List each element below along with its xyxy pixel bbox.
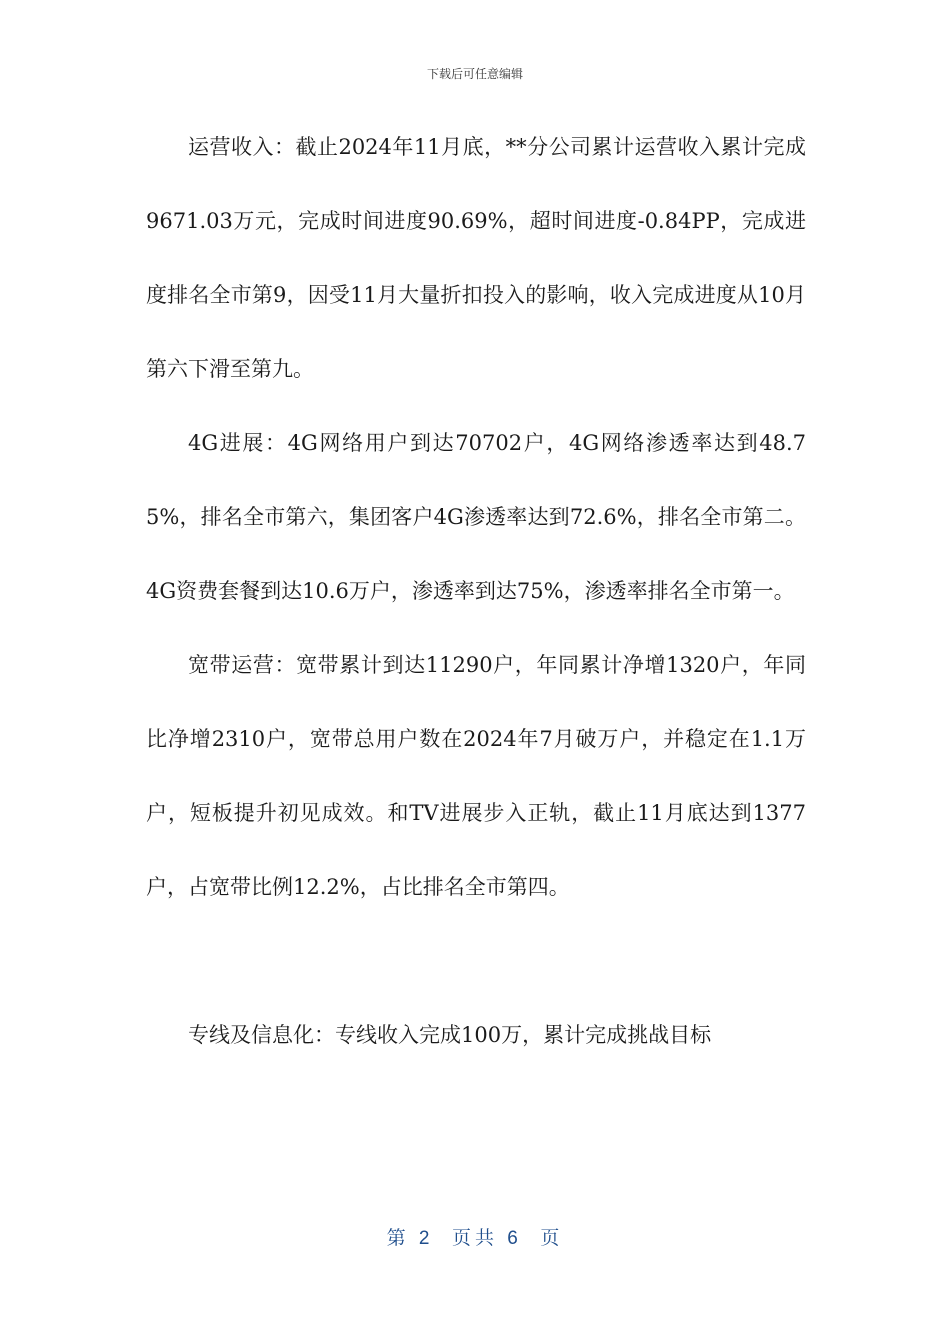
- paragraph-4g-progress: 4G进展：4G网络用户到达70702户，4G网络渗透率达到48.75%，排名全市第六，集团客户4G渗透率达到72.6%，排名全市第二。4G资费套餐到达10.6万户，渗透率到达75%，渗透率排名全市第一。: [146, 431, 806, 603]
- paragraph-broadband: 宽带运营：宽带累计到达11290户，年同累计净增1320户，年同比净增2310户，宽带总用户数在2024年7月破万户，并稳定在1.1万户，短板提升初见成效。和TV进展步入正轨，截止11月底达到1377户，占宽带比例12.2%，占比排名全市第四。: [146, 653, 806, 899]
- page-number: 第 2 页共 6 页: [386, 1228, 564, 1249]
- paragraph-private-line: 专线及信息化：专线收入完成100万，累计完成挑战目标: [188, 1023, 712, 1047]
- paragraph-spacer: [146, 924, 806, 998]
- page-header-note: 下载后可任意编辑: [426, 67, 523, 81]
- document-body: [146, 110, 806, 1072]
- paragraph-operating-revenue: 运营收入：截止2024年11月底，**分公司累计运营收入累计完成9671.03万元，完成时间进度90.69%，超时间进度-0.84PP，完成进度排名全市第9，因受11月大量折扣投入的影响，收入完成进度从10月第六下滑至第九。: [146, 135, 806, 381]
